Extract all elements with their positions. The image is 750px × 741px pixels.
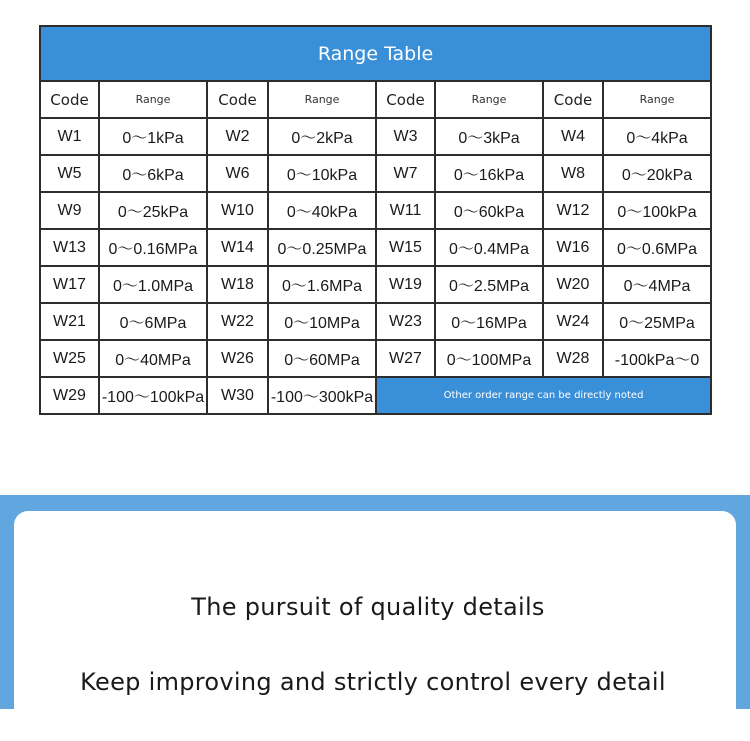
range-cell: 0～16kPa [435, 155, 543, 192]
table-row [40, 118, 711, 155]
code-cell: W5 [40, 155, 99, 192]
range-cell: 0～40MPa [99, 340, 207, 377]
table-row [40, 303, 711, 340]
code-cell: W11 [376, 192, 435, 229]
range-cell: 0～1.0MPa [99, 266, 207, 303]
code-cell: W24 [543, 303, 603, 340]
range-cell: 0～3kPa [435, 118, 543, 155]
code-cell: W10 [207, 192, 268, 229]
code-header: Code [207, 81, 268, 118]
code-cell: W25 [40, 340, 99, 377]
code-cell: W4 [543, 118, 603, 155]
range-table [39, 25, 712, 415]
table-row [40, 192, 711, 229]
range-cell: 0～4MPa [603, 266, 711, 303]
range-cell: 0～1.6MPa [268, 266, 376, 303]
range-cell: 0～0.6MPa [603, 229, 711, 266]
code-cell: W1 [40, 118, 99, 155]
range-cell: 0～60kPa [435, 192, 543, 229]
range-cell: 0～10MPa [268, 303, 376, 340]
range-header: Range [603, 81, 711, 118]
code-cell: W20 [543, 266, 603, 303]
code-cell: W3 [376, 118, 435, 155]
code-cell: W26 [207, 340, 268, 377]
code-cell: W18 [207, 266, 268, 303]
range-cell: 0～1kPa [99, 118, 207, 155]
code-cell: W14 [207, 229, 268, 266]
code-cell: W23 [376, 303, 435, 340]
table-row [40, 377, 711, 414]
code-cell: W30 [207, 377, 268, 414]
code-header: Code [376, 81, 435, 118]
code-cell: W9 [40, 192, 99, 229]
table-row [40, 340, 711, 377]
code-cell: W8 [543, 155, 603, 192]
range-cell: 0～0.4MPa [435, 229, 543, 266]
range-cell: -100～300kPa [268, 377, 376, 414]
range-cell: 0～100MPa [435, 340, 543, 377]
range-header: Range [435, 81, 543, 118]
range-cell: -100kPa～0 [603, 340, 711, 377]
range-cell: 0～20kPa [603, 155, 711, 192]
range-cell: 0～16MPa [435, 303, 543, 340]
range-cell: 0～25MPa [603, 303, 711, 340]
quality-card [14, 511, 736, 741]
range-cell: 0～2kPa [268, 118, 376, 155]
table-row [40, 229, 711, 266]
code-cell: W21 [40, 303, 99, 340]
range-cell: 0～0.16MPa [99, 229, 207, 266]
quality-subtitle: Keep improving and strictly control every detail [80, 668, 666, 696]
code-cell: W16 [543, 229, 603, 266]
code-cell: W13 [40, 229, 99, 266]
code-header: Code [543, 81, 603, 118]
code-cell: W17 [40, 266, 99, 303]
range-cell: 0～25kPa [99, 192, 207, 229]
range-cell: -100～100kPa [99, 377, 207, 414]
code-cell: W12 [543, 192, 603, 229]
table-row [40, 155, 711, 192]
code-cell: W27 [376, 340, 435, 377]
range-cell: 0～40kPa [268, 192, 376, 229]
note-cell: Other order range can be directly noted [376, 377, 711, 414]
range-cell: 0～2.5MPa [435, 266, 543, 303]
range-cell: 0～60MPa [268, 340, 376, 377]
code-cell: W28 [543, 340, 603, 377]
table-row [40, 266, 711, 303]
code-cell: W15 [376, 229, 435, 266]
code-cell: W29 [40, 377, 99, 414]
code-cell: W2 [207, 118, 268, 155]
range-cell: 0～10kPa [268, 155, 376, 192]
range-cell: 0～100kPa [603, 192, 711, 229]
range-cell: 0～0.25MPa [268, 229, 376, 266]
code-cell: W7 [376, 155, 435, 192]
quality-title: The pursuit of quality details [191, 593, 545, 621]
code-cell: W19 [376, 266, 435, 303]
code-cell: W22 [207, 303, 268, 340]
table-title: Range Table [40, 26, 711, 81]
code-header: Code [40, 81, 99, 118]
range-cell: 0～4kPa [603, 118, 711, 155]
range-header: Range [99, 81, 207, 118]
range-cell: 0～6MPa [99, 303, 207, 340]
range-cell: 0～6kPa [99, 155, 207, 192]
range-header: Range [268, 81, 376, 118]
code-cell: W6 [207, 155, 268, 192]
